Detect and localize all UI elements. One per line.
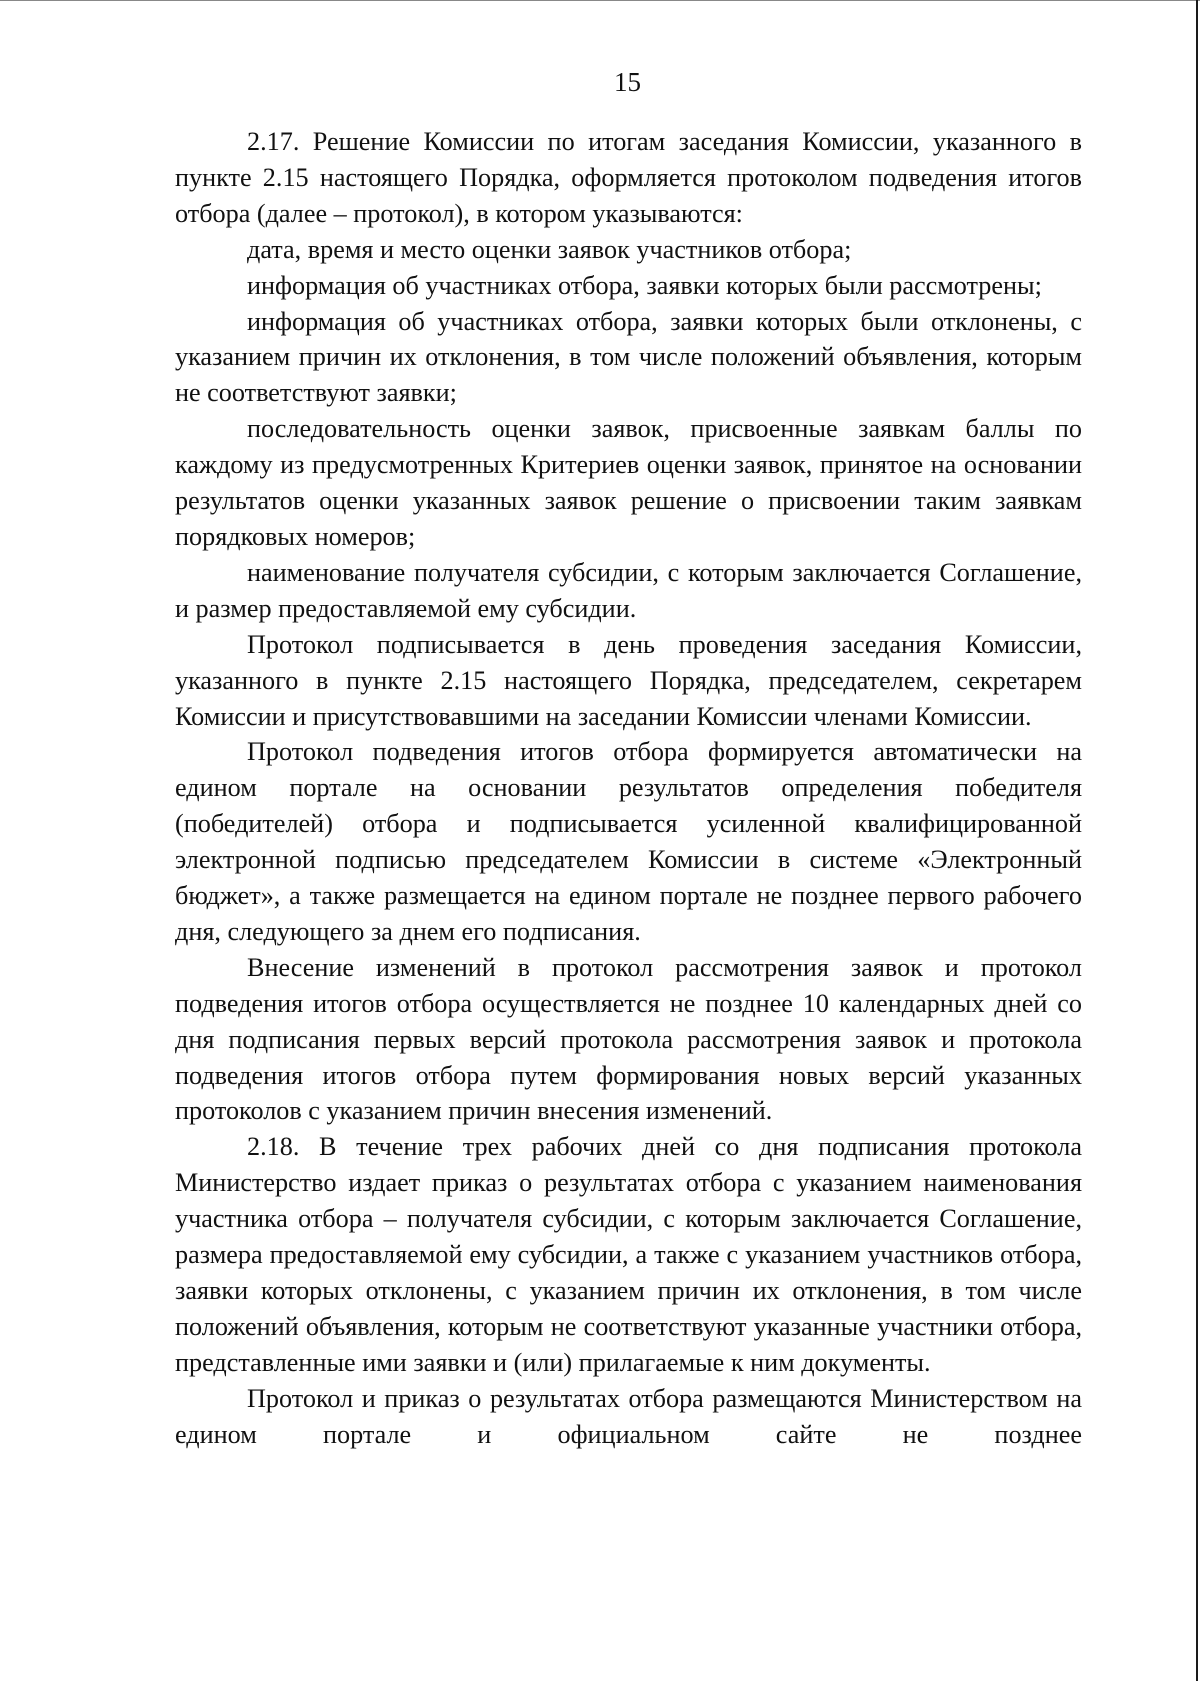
scan-top-edge [0,0,1200,1]
list-item-rejected-participants: информация об участниках отбора, заявки которых были отклонены, с указанием причин их отклонения, в том числе положений объявления, которым не соответствуют заявки; [175,306,1082,408]
list-item-date-time-place: дата, время и место оценки заявок участников отбора; [247,234,852,264]
paragraph-protocol-amendments: Внесение изменений в протокол рассмотрения заявок и протокол подведения итогов отбора осуществляется не позднее 10 календарных дней со дня подписания первых версий протокола рассмотрения заявок и протокола подведения итогов отбора путем формирования новых версий указанных протоколов с указанием причин внесения изменений. [175,952,1082,1126]
paragraph-publication: Протокол и приказ о результатах отбора размещаются Министерством на едином портале и официальном сайте не позднее [175,1383,1082,1449]
list-item-recipient-name: наименование получателя субсидии, с которым заключается Соглашение, и размер предоставляемой ему субсидии. [175,557,1082,623]
paragraph-protocol-portal: Протокол подведения итогов отбора формируется автоматически на едином портале на основании результатов определения победителя (победителей) отбора и подписывается усиленной квалифицированной электронной подписью председателем Комиссии в системе «Электронный бюджет», а также размещается на едином портале не позднее первого рабочего дня, следующего за днем его подписания. [175,737,1082,946]
list-item-evaluation-sequence: последовательность оценки заявок, присвоенные заявкам баллы по каждому из предусмотренных Критериев оценки заявок, принятое на основании результатов оценки указанных заявок решение о присвоении таким заявкам порядковых номеров; [175,414,1082,551]
document-body [175,124,1082,1453]
list-item-reviewed-participants: информация об участниках отбора, заявки которых были рассмотрены; [247,270,1042,300]
scan-right-edge [1196,0,1198,1681]
paragraph-2-18: 2.18. В течение трех рабочих дней со дня подписания протокола Министерство издает приказ о результатах отбора с указанием наименования участника отбора – получателя субсидии, с которым заключается Соглашение, размера предоставляемой ему субсидии, а также с указанием участников отбора, заявки которых отклонены, с указанием причин их отклонения, в том числе положений объявления, которым не соответствуют указанные участники отбора, представленные ими заявки и (или) прилагаемые к ним документы. [175,1132,1082,1377]
page-number: 15 [614,67,641,97]
paragraph-2-17-intro: 2.17. Решение Комиссии по итогам заседания Комиссии, указанного в пункте 2.15 настоящего Порядка, оформляется протоколом подведения итогов отбора (далее – протокол), в котором указываются: [175,127,1082,228]
paragraph-protocol-signing: Протокол подписывается в день проведения заседания Комиссии, указанного в пункте 2.15 настоящего Порядка, председателем, секретарем Комиссии и присутствовавшими на заседании Комиссии членами Комиссии. [175,629,1082,731]
